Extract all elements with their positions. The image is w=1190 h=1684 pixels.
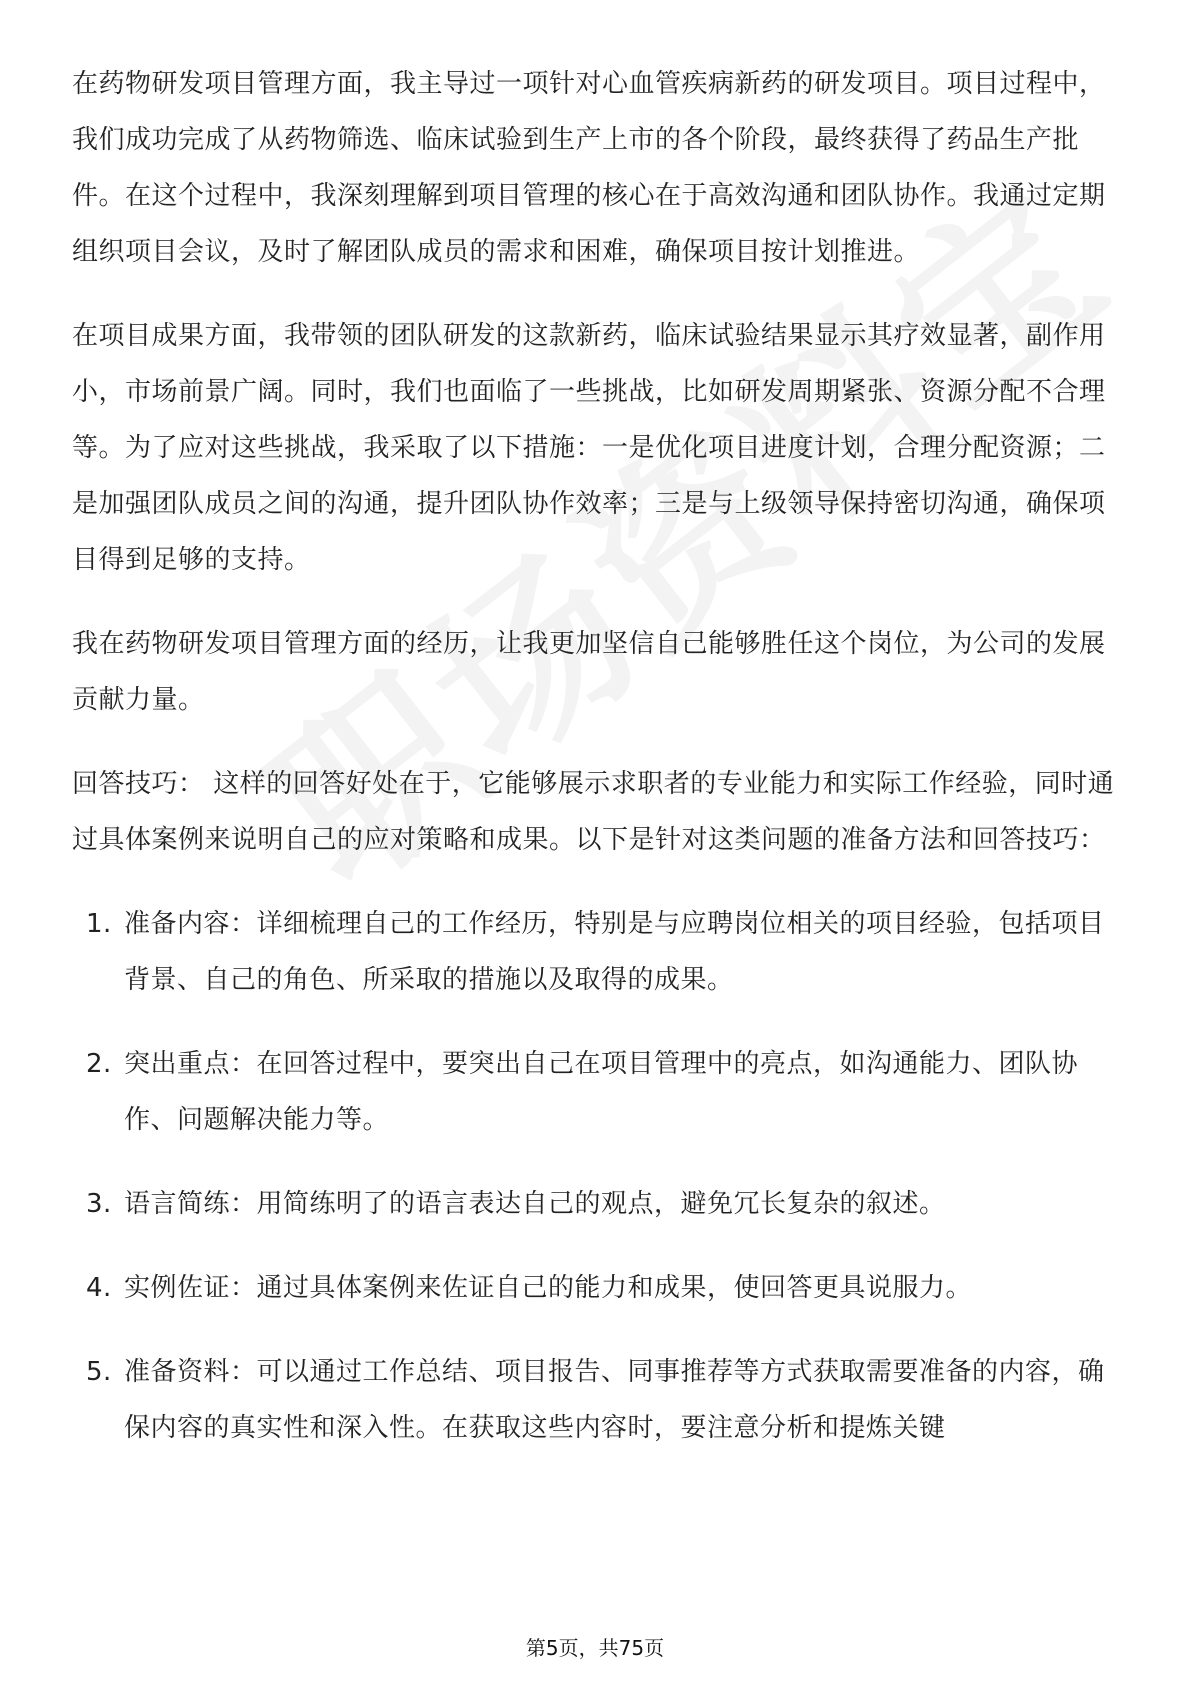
list-item	[72, 896, 1117, 1008]
paragraph-answer-tips: 回答技巧： 这样的回答好处在于，它能够展示求职者的专业能力和实际工作经验，同时通过具体案例来说明自己的应对策略和成果。以下是针对这类问题的准备方法和回答技巧：	[72, 769, 1115, 855]
paragraph-project-management: 在药物研发项目管理方面，我主导过一项针对心血管疾病新药的研发项目。项目过程中，我们成功完成了从药物筛选、临床试验到生产上市的各个阶段，最终获得了药品生产批件。在这个过程中，我深刻理解到项目管理的核心在于高效沟通和团队协作。我通过定期组织项目会议，及时了解团队成员的需求和困难，确保项目按计划推进。	[72, 69, 1106, 267]
list-item-text: 准备资料：可以通过工作总结、项目报告、同事推荐等方式获取需要准备的内容，确保内容的真实性和深入性。在获取这些内容时，要注意分析和提炼关键	[124, 1357, 1105, 1443]
list-item	[72, 1260, 1117, 1316]
list-item-text: 实例佐证：通过具体案例来佐证自己的能力和成果，使回答更具说服力。	[124, 1273, 973, 1303]
tips-list	[72, 896, 1117, 1456]
paragraph-project-results: 在项目成果方面，我带领的团队研发的这款新药，临床试验结果显示其疗效显著，副作用小，市场前景广阔。同时，我们也面临了一些挑战，比如研发周期紧张、资源分配不合理等。为了应对这些挑战，我采取了以下措施：一是优化项目进度计划，合理分配资源；二是加强团队成员之间的沟通，提升团队协作效率；三是与上级领导保持密切沟通，确保项目得到足够的支持。	[72, 321, 1106, 575]
list-item-text: 准备内容：详细梳理自己的工作经历，特别是与应聘岗位相关的项目经验，包括项目背景、自己的角色、所采取的措施以及取得的成果。	[124, 909, 1105, 995]
list-item-number: 2.	[86, 1049, 112, 1079]
list-item-number: 1.	[86, 909, 112, 939]
list-item-text: 突出重点：在回答过程中，要突出自己在项目管理中的亮点，如沟通能力、团队协作、问题解决能力等。	[124, 1049, 1079, 1135]
list-item-text: 语言简练：用简练明了的语言表达自己的观点，避免冗长复杂的叙述。	[124, 1189, 946, 1219]
list-item	[72, 1036, 1117, 1148]
paragraph-conclusion: 我在药物研发项目管理方面的经历，让我更加坚信自己能够胜任这个岗位，为公司的发展贡献力量。	[72, 629, 1106, 715]
list-item-number: 3.	[86, 1189, 112, 1219]
page-footer: 第5页，共75页	[525, 1636, 665, 1660]
list-item	[72, 1344, 1117, 1456]
list-item	[72, 1176, 1117, 1232]
list-item-number: 4.	[86, 1273, 112, 1303]
list-item-number: 5.	[86, 1357, 112, 1387]
document-body	[72, 56, 1117, 1484]
